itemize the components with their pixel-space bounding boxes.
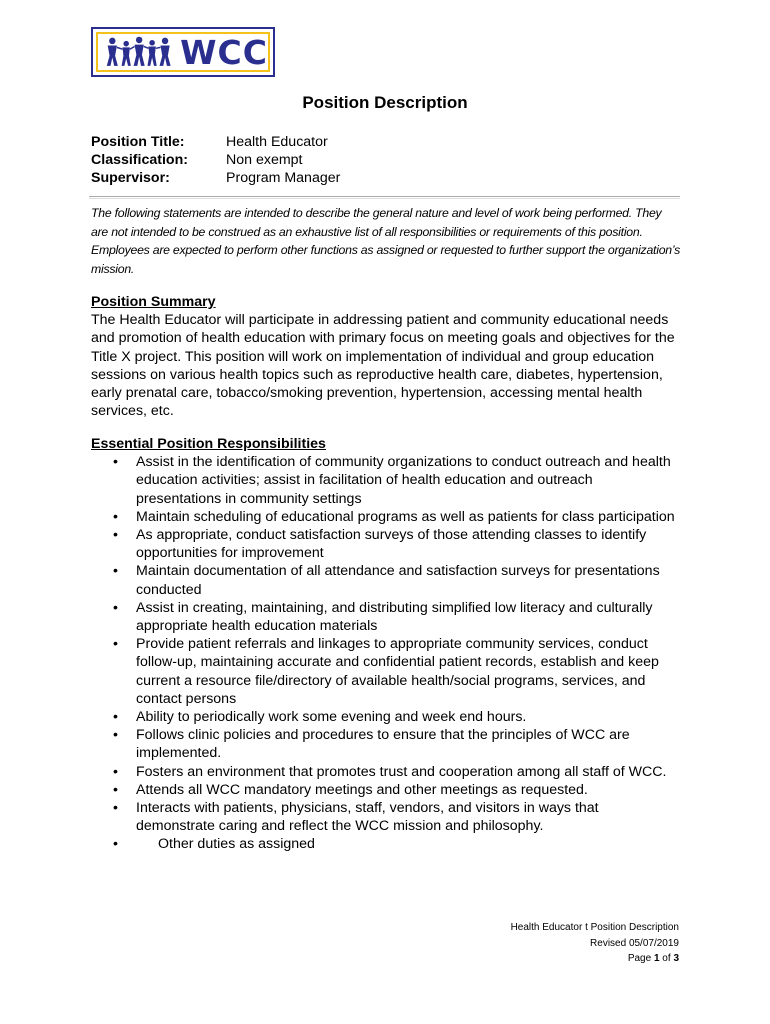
list-item-text: Other duties as assigned <box>158 836 315 853</box>
logo-frame <box>96 32 270 72</box>
list-item <box>91 562 681 598</box>
responsibilities-list <box>91 453 681 853</box>
people-figures-icon <box>104 34 176 70</box>
list-item-text: Interacts with patients, physicians, staff, vendors, and visitors in ways that demonstrate caring and reflect the WCC mission and philosophy. <box>136 800 599 835</box>
list-item-text: As appropriate, conduct satisfaction surveys of those attending classes to identify opportunities for improvement <box>136 527 647 562</box>
page-of: of <box>659 953 674 964</box>
bullet-icon: • <box>113 727 118 744</box>
page-current: 1 <box>653 953 660 964</box>
list-item <box>91 763 681 781</box>
meta-label: Classification: <box>91 152 188 168</box>
page-footer <box>511 920 679 967</box>
list-item <box>91 599 681 635</box>
list-item-text: Fosters an environment that promotes trust and cooperation among all staff of WCC. <box>136 763 667 780</box>
bullet-icon: • <box>113 709 118 726</box>
list-item-text: Ability to periodically work some evening and week end hours. <box>136 709 527 726</box>
meta-row-title <box>91 133 340 151</box>
list-item <box>91 799 681 835</box>
bullet-icon: • <box>113 508 118 525</box>
divider <box>89 196 680 199</box>
position-meta <box>91 133 340 187</box>
position-summary-text: The Health Educator will participate in addressing patient and community educational needs and promotion of health education with primary focus on meeting goals and objectives for the Title X project. This position will work on implementation of individual and group education sessions on various health topics such as reproductive health care, diabetes, hypertension, early prenatal care, tobacco/smoking prevention, hypertension, accessing mental health services, etc. <box>91 312 675 420</box>
meta-value: Health Educator <box>226 134 328 150</box>
page-title: Position Description <box>302 93 468 112</box>
bullet-icon: • <box>113 800 118 817</box>
list-item-text: Attends all WCC mandatory meetings and other meetings as requested. <box>136 781 588 798</box>
page-total: 3 <box>673 953 679 964</box>
meta-label: Position Title: <box>91 134 185 150</box>
list-item-text: Assist in the identification of community organizations to conduct outreach and health education activities; assist in facilitation of health education and outreach presentations in community settings <box>136 454 671 507</box>
responsibilities-section <box>91 435 681 854</box>
meta-row-supervisor <box>91 169 340 187</box>
meta-value: Program Manager <box>226 170 341 186</box>
position-summary-heading: Position Summary <box>91 294 216 310</box>
logo-text: WCC <box>180 32 268 72</box>
meta-label: Supervisor: <box>91 170 170 186</box>
bullet-icon: • <box>113 836 118 853</box>
list-item <box>91 526 681 562</box>
list-item <box>91 835 681 853</box>
bullet-icon: • <box>113 563 118 580</box>
list-item <box>91 508 681 526</box>
responsibilities-heading: Essential Position Responsibilities <box>91 436 326 452</box>
disclaimer-text: The following statements are intended to describe the general nature and level of work being performed. They are not intended to be construed as an exhaustive list of all responsibilities or requirements of this position. Employees are expected to perform other functions as assigned or requested to further support the organization’s mission. <box>91 206 681 276</box>
bullet-icon: • <box>113 454 118 471</box>
list-item <box>91 726 681 762</box>
list-item-text: Maintain documentation of all attendance and satisfaction surveys for presentations conducted <box>136 563 660 598</box>
wcc-logo <box>91 27 275 77</box>
position-summary-section <box>91 293 681 420</box>
list-item <box>91 635 681 708</box>
footer-revised-date: Revised 05/07/2019 <box>590 937 679 949</box>
bullet-icon: • <box>113 781 118 798</box>
list-item-text: Assist in creating, maintaining, and distributing simplified low literacy and culturally appropriate health education materials <box>136 599 653 635</box>
bullet-icon: • <box>113 636 118 653</box>
footer-doc-title: Health Educator t Position Description <box>510 922 679 933</box>
list-item-text: Maintain scheduling of educational programs as well as patients for class participation <box>136 508 675 525</box>
list-item <box>91 453 681 508</box>
list-item <box>91 781 681 799</box>
list-item <box>91 708 681 726</box>
meta-row-classification <box>91 151 340 169</box>
bullet-icon: • <box>113 599 118 616</box>
list-item-text: Follows clinic policies and procedures to ensure that the principles of WCC are implemented. <box>136 727 630 762</box>
list-item-text: Provide patient referrals and linkages to appropriate community services, conduct follow-up, maintaining accurate and confidential patient records, establish and keep current a resource file/directory of available health/social programs, services, and contact persons <box>136 636 659 707</box>
bullet-icon: • <box>113 527 118 544</box>
bullet-icon: • <box>113 763 118 780</box>
meta-value: Non exempt <box>226 152 303 168</box>
footer-page-number <box>511 951 679 967</box>
page-prefix: Page <box>627 953 654 964</box>
